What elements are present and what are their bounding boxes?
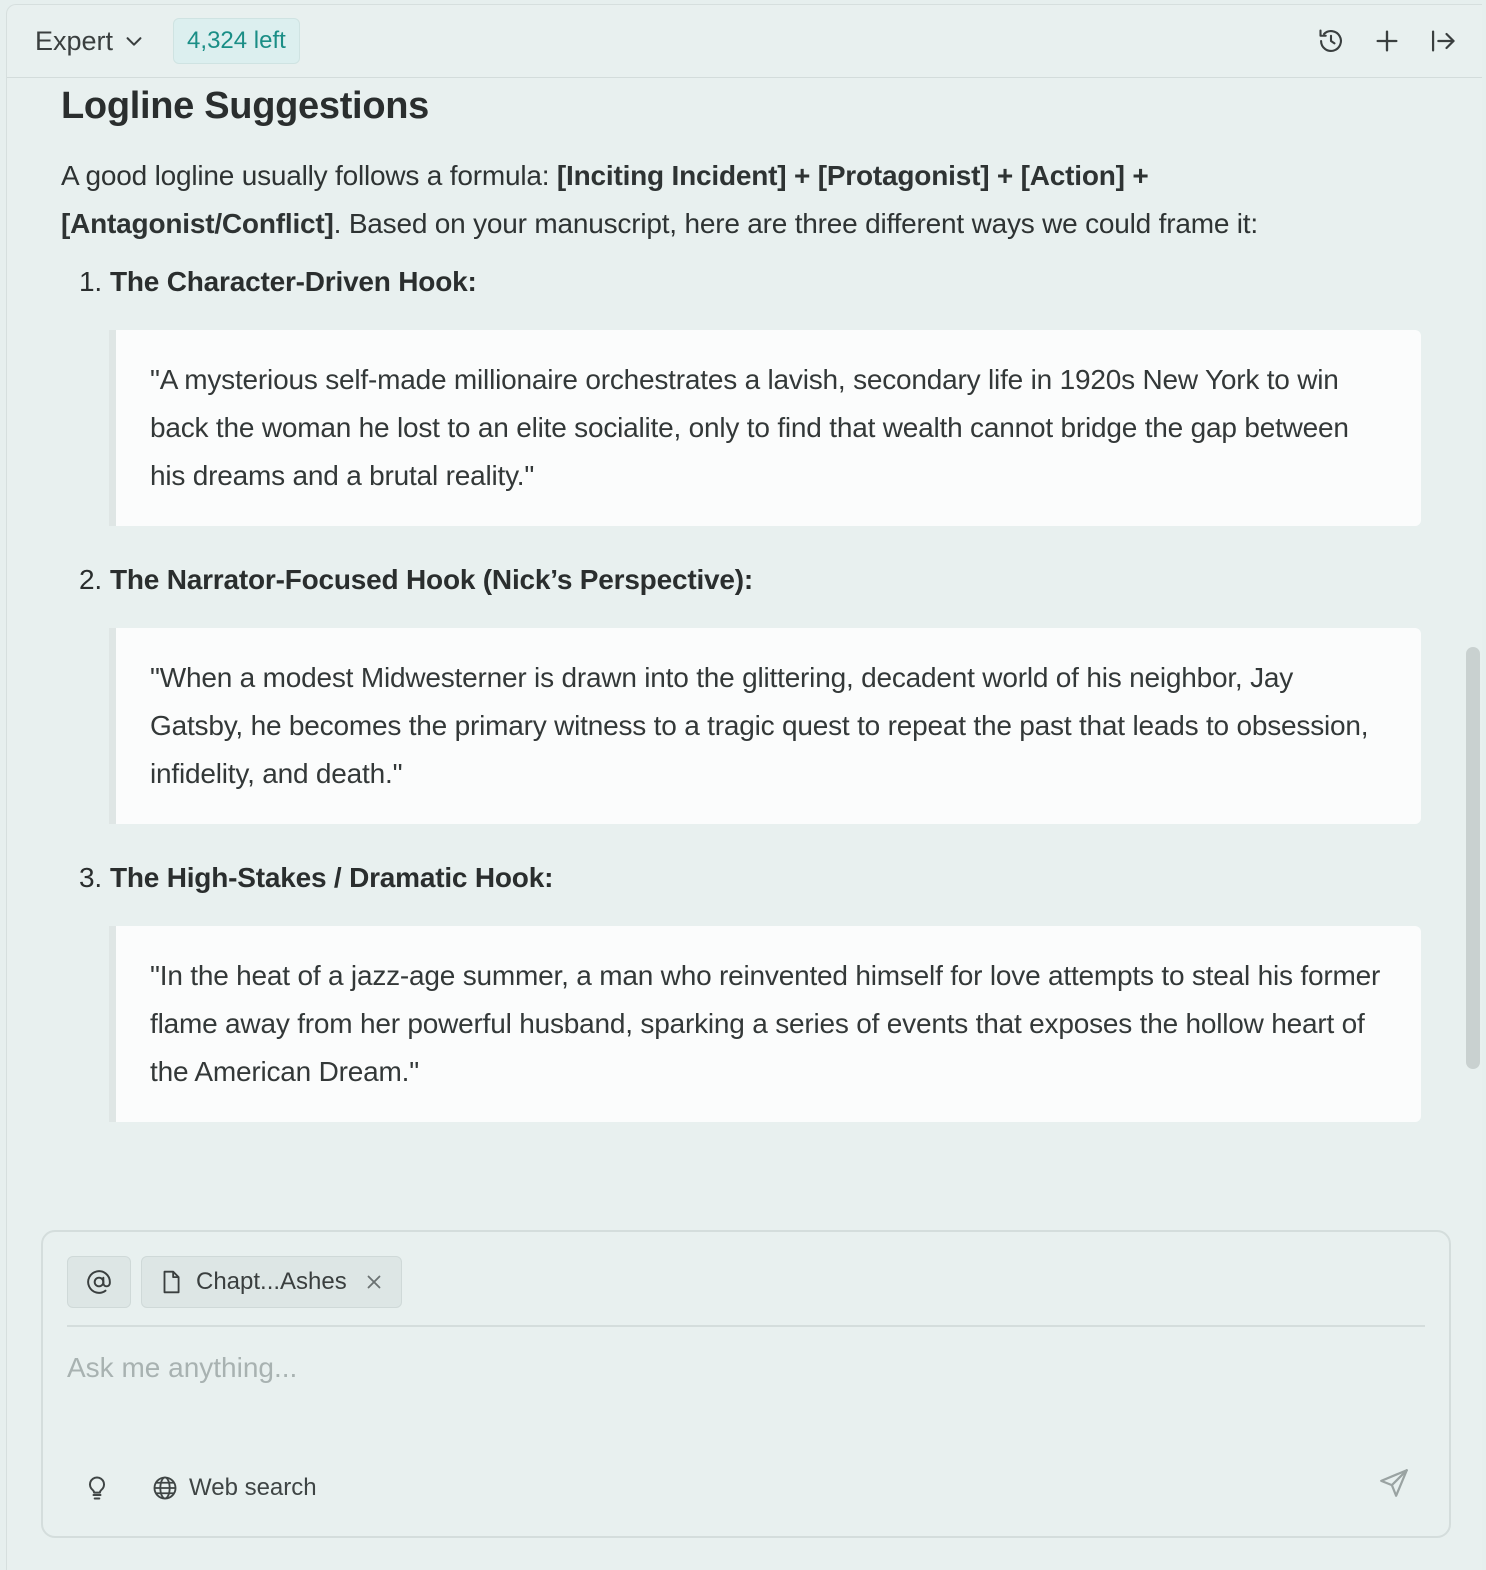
attachment-label: Chapt...Ashes: [196, 1268, 347, 1295]
composer: [41, 1230, 1451, 1538]
history-button[interactable]: [1316, 26, 1346, 56]
model-selector[interactable]: [35, 26, 145, 57]
intro-formula: [Inciting Incident] + [Protagonist] + [Action] + [Antagonist/Conflict]: [61, 160, 1149, 239]
attachment-chip[interactable]: [141, 1256, 402, 1308]
list-item: [61, 862, 1421, 1122]
item-number: 3.: [79, 862, 102, 893]
logline-quote: "In the heat of a jazz-age summer, a man who reinvented himself for love attempts to steal his former flame away from her powerful husband, sparking a series of events that exposes the hollow heart of the American Dream.": [109, 926, 1421, 1122]
plus-icon: [1373, 27, 1401, 55]
file-icon: [158, 1269, 184, 1295]
list-item: [61, 564, 1421, 824]
idea-button[interactable]: [83, 1474, 111, 1502]
logline-quote: "A mysterious self-made millionaire orchestrates a lavish, secondary life in 1920s New York to win back the woman he lost to an elite socialite, only to find that wealth cannot bridge the gap between his dreams and a brutal reality.": [109, 330, 1421, 526]
logline-quote: "When a modest Midwesterner is drawn into the glittering, decadent world of his neighbor, Jay Gatsby, he becomes the primary witness to a tragic quest to repeat the past that leads to obsession, infidelity, and death.": [109, 628, 1421, 824]
web-search-label: Web search: [189, 1474, 317, 1501]
collapse-panel-button[interactable]: [1428, 26, 1458, 56]
response-content: [61, 83, 1421, 1160]
composer-divider: [67, 1325, 1425, 1327]
response-title: Logline Suggestions: [61, 85, 429, 127]
at-icon: [86, 1269, 112, 1295]
chevron-down-icon: [123, 30, 145, 52]
history-icon: [1317, 27, 1345, 55]
top-bar: [7, 5, 1482, 78]
new-chat-button[interactable]: [1372, 26, 1402, 56]
lightbulb-icon: [83, 1474, 111, 1502]
intro-suffix: . Based on your manuscript, here are three different ways we could frame it:: [333, 208, 1258, 239]
chat-input[interactable]: [67, 1352, 1367, 1384]
item-title-text: The High-Stakes / Dramatic Hook:: [109, 862, 554, 893]
mention-button[interactable]: [67, 1256, 131, 1308]
intro-text: A good logline usually follows a formula:: [61, 160, 557, 191]
assistant-panel: [6, 4, 1482, 1570]
credits-badge: 4,324 left: [173, 18, 300, 64]
response-intro: [61, 152, 1421, 248]
item-title: [79, 266, 1421, 298]
web-search-toggle[interactable]: [151, 1474, 317, 1502]
send-icon: [1377, 1466, 1411, 1500]
item-title-text: The Narrator-Focused Hook (Nick’s Perspective):: [109, 564, 754, 595]
item-title-text: The Character-Driven Hook:: [109, 266, 477, 297]
item-number: 2.: [79, 564, 102, 595]
model-label: Expert: [35, 25, 114, 56]
list-item: [61, 266, 1421, 526]
item-number: 1.: [79, 266, 102, 297]
send-button[interactable]: [1377, 1466, 1411, 1500]
collapse-panel-icon: [1429, 27, 1457, 55]
close-icon[interactable]: [363, 1271, 385, 1293]
scrollbar-thumb[interactable]: [1466, 647, 1480, 1069]
logline-list: [61, 266, 1421, 1122]
item-title: [79, 564, 1421, 596]
globe-icon: [151, 1474, 179, 1502]
item-title: [79, 862, 1421, 894]
